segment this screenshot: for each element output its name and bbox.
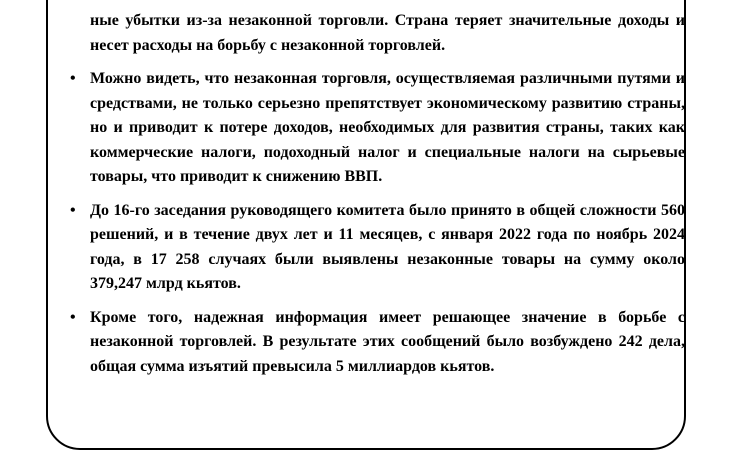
bullet-list [60,9,685,388]
bullet-text: Можно видеть, что незаконная торговля, осуществляемая различными путями и средствами, не только серьезно препятствует экономическому развитию страны, но и приводит к потере доходов, необходимых для развития страны, таких как коммерческие налоги, подоходный налог и специальные налоги на сырьевые товары, что приводит к снижению ВВП. [90,70,685,185]
bullet-item-decisions [60,199,685,297]
bullet-item-gdp [60,67,685,190]
bullet-text: Кроме того, надежная информация имеет решающее значение в борьбе с незаконной торговлей. В результате этих сообщений было возбуждено 242 дела, общая сумма изъятий превысила 5 миллиардов кьятов. [90,308,685,375]
bullet-text: До 16-го заседания руководящего комитета было принято в общей сложности 560 решений, и в течение двух лет и 11 месяцев, с января 2022 года по ноябрь 2024 года, в 17 258 случаях были выявлены незаконные товары на сумму около 379,247 млрд кьятов. [90,201,685,292]
bullet-dot-icon: • [70,70,76,87]
bullet-text: ные убытки из-за незаконной торговли. Страна теряет значительные доходы и несет расходы на борьбу с незаконной торговлей. [90,12,685,54]
bullet-dot-icon: • [70,201,76,219]
bullet-item-continued [60,9,685,58]
bullet-item-information [60,306,685,380]
bullet-dot-icon: • [70,308,76,326]
